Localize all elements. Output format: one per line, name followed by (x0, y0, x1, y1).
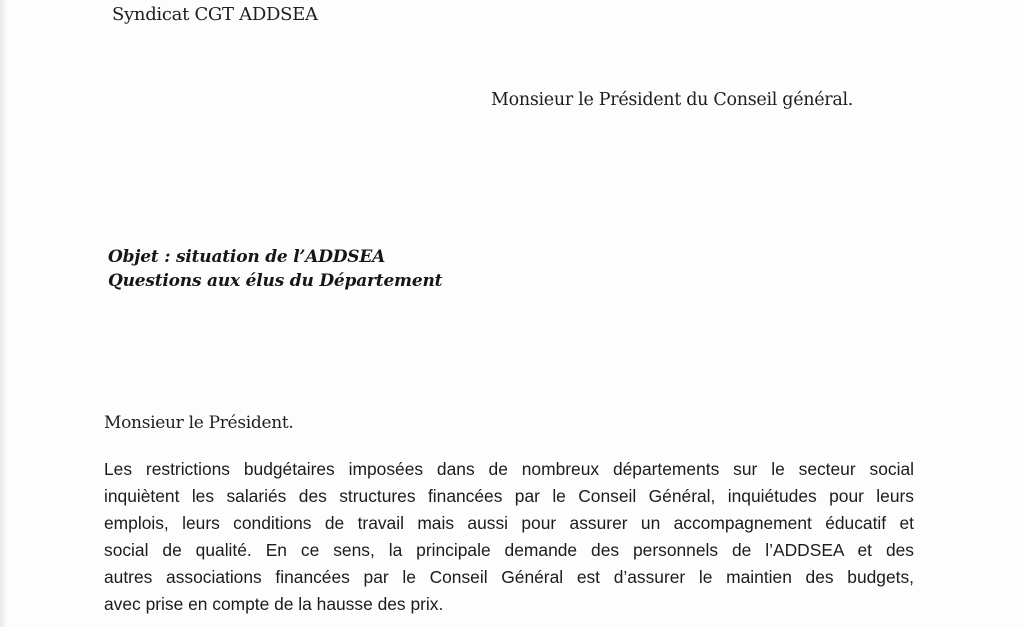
body-line: social de qualité. En ce sens, la principale demande des personnels de l’ADDSEA et des (104, 540, 914, 560)
subject-line-1: Objet : situation de l’ADDSEA (108, 247, 386, 267)
body-paragraph (104, 456, 914, 618)
body-line: Les restrictions budgétaires imposées dans de nombreux départements sur le secteur social (104, 459, 914, 479)
scan-edge-shadow (0, 0, 6, 627)
body-line: emplois, leurs conditions de travail mais aussi pour assurer un accompagnement éducatif et (104, 513, 914, 533)
subject-line-2: Questions aux élus du Département (108, 271, 443, 291)
sender-header: Syndicat CGT ADDSEA (112, 4, 318, 25)
body-line: avec prise en compte de la hausse des prix. (104, 594, 444, 614)
body-line: autres associations financées par le Conseil Général est d’assurer le maintien des budgets, (104, 567, 914, 587)
subject-block (108, 245, 442, 293)
recipient-address: Monsieur le Président du Conseil général. (491, 90, 854, 110)
body-line: inquiètent les salariés des structures financées par le Conseil Général, inquiétudes pour leurs (104, 486, 914, 506)
salutation: Monsieur le Président. (104, 413, 294, 433)
